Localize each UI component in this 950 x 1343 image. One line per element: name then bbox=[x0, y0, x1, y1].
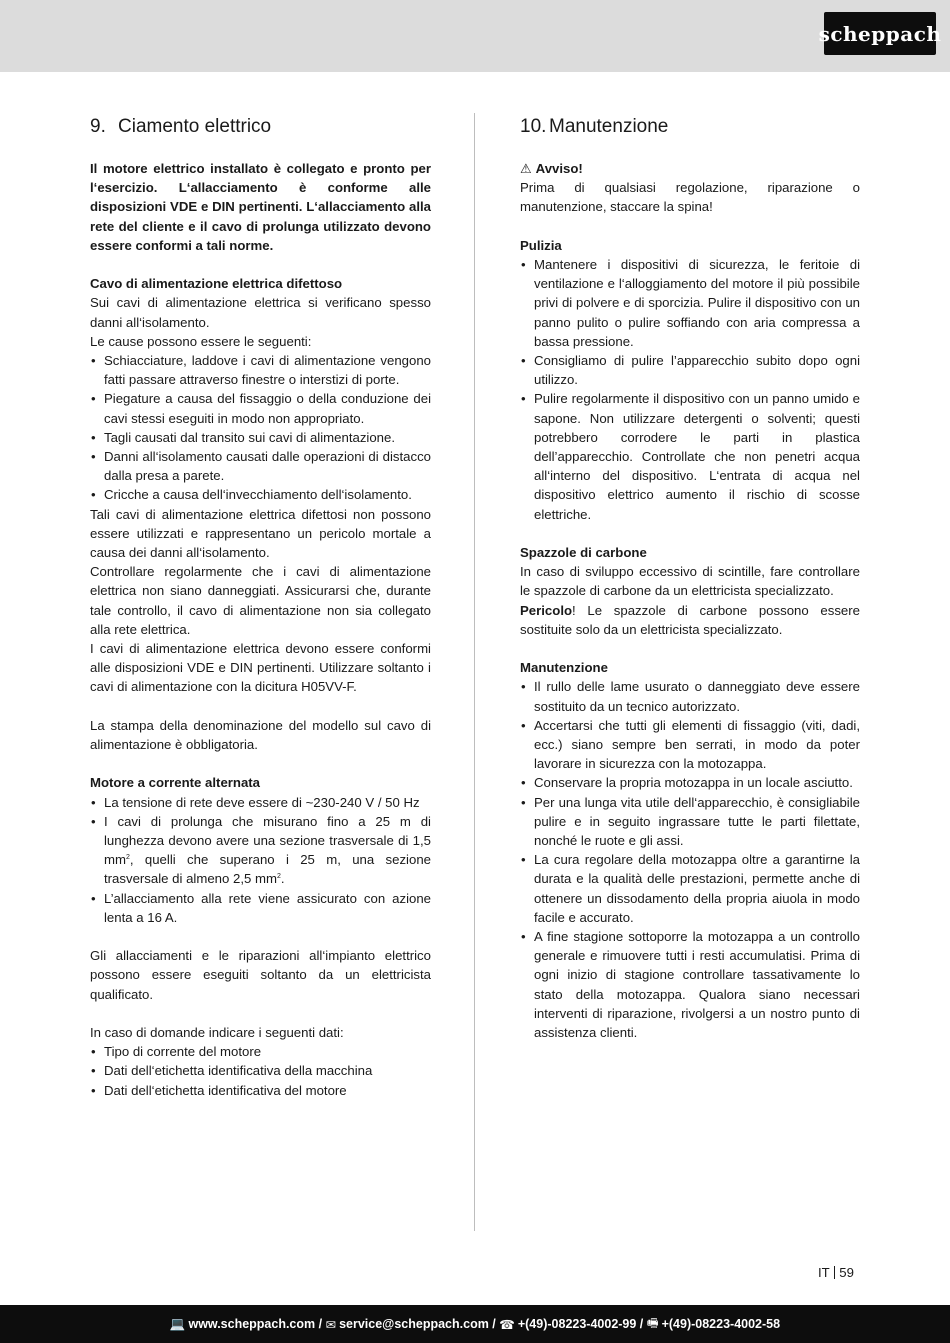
list-item: • Accertarsi che tutti gli elementi di fissaggio (viti, dadi, ecc.) siano sempre ben serrati, in modo da poter lavorare in sicurezza con la motozappa. bbox=[520, 716, 860, 774]
pulizia-list bbox=[520, 255, 860, 524]
list-item: • I cavi di prolunga che misurano fino a 25 m di lunghezza devono avere una sezione trasversale di 1,5 $mm^2$, quelli che superano i 25 m, una sezione trasversale di almeno 2,5 $mm^2$. bbox=[90, 812, 431, 889]
warning-title: ⚠ Avviso! bbox=[520, 159, 860, 178]
list-item: • Tipo di corrente del motore bbox=[90, 1042, 431, 1061]
heading-title: Manutenzione bbox=[549, 116, 669, 137]
list-item: • Per una lunga vita utile dell‘apparecchio, è consigliabile pulire e in seguito ingrassare tutte le parti filettate, nonché le ruote e gli assi. bbox=[520, 793, 860, 851]
heading-number: 10. bbox=[520, 116, 547, 137]
paragraph: Le cause possono essere le seguenti: bbox=[90, 333, 312, 349]
page-number: IT 59 bbox=[818, 1265, 854, 1280]
motore-list bbox=[90, 793, 431, 927]
list-item: • Consigliamo di pulire l’apparecchio subito dopo ogni utilizzo. bbox=[520, 351, 860, 389]
paragraph: Tali cavi di alimentazione elettrica difettosi non possono essere utilizzati e rappresentano un pericolo mortale a causa dei danni all‘isolamento. bbox=[90, 506, 431, 561]
left-column bbox=[90, 114, 431, 1100]
paragraph: In caso di sviluppo eccessivo di scintille, fare controllare le spazzole di carbone da un elettricista specializzato. bbox=[520, 564, 860, 599]
footer-bar bbox=[0, 1305, 950, 1343]
paragraph: La stampa della denominazione del modello sul cavo di alimentazione è obbligatoria. bbox=[90, 717, 431, 753]
section-heading-electric bbox=[90, 114, 431, 140]
list-item: • Mantenere i dispositivi di sicurezza, le feritoie di ventilazione e l‘alloggiamento del motore il più possibile privi di polvere e di sporcizia. Pulire il dispositivo con un panno pulito o pulire soffiando con aria compressa a bassa pressione. bbox=[520, 255, 860, 351]
warning-text: Prima di qualsiasi regolazione, riparazione o manutenzione, staccare la spina! bbox=[520, 180, 860, 215]
cavo-list bbox=[90, 351, 431, 505]
fax-icon: 🖷 bbox=[646, 1315, 659, 1330]
phone-icon: ☎ bbox=[499, 1317, 515, 1332]
subheading-manutenzione: Manutenzione bbox=[520, 660, 608, 676]
paragraph: I cavi di alimentazione elettrica devono essere conformi alle disposizioni VDE e DIN pertinenti. Utilizzare soltanto i cavi di alimentazione con la dicitura H05VV-F. bbox=[90, 641, 431, 695]
list-item: • Conservare la propria motozappa in un locale asciutto. bbox=[520, 773, 860, 792]
list-item: • Cricche a causa dell‘invecchiamento dell‘isolamento. bbox=[90, 485, 431, 504]
footer-phone: +(49)-08223-4002-99 / bbox=[517, 1317, 644, 1331]
list-item: • A fine stagione sottoporre la motozappa a un controllo generale e rimuovere tutti i resti accumulatisi. Prima di ogni inizio di stagione controllare tassativamente lo stato della motozappa. Qualora siano necessari interventi di riparazione, rivolgersi a un nostro punto di assistenza clienti. bbox=[520, 927, 860, 1042]
paragraph: In caso di domande indicare i seguenti dati: bbox=[90, 1025, 344, 1041]
list-item: • Pulire regolarmente il dispositivo con un panno umido e sapone. Non utilizzare detergenti o solventi; questi potrebbero corrodere le parti in plastica dell’apparecchio. Controllate che non penetri acqua all‘interno del dispositivo. L‘entrata di acqua nel dispositivo elettrico aumento il rischio di scosse elettriche. bbox=[520, 389, 860, 523]
laptop-icon: 💻 bbox=[169, 1316, 186, 1331]
paragraph: Controllare regolarmente che i cavi di alimentazione elettrica non siano danneggiati. Assicurarsi che, durante tale controllo, il cavo di alimentazione non sia collegato alla rete elettrica. bbox=[90, 564, 431, 637]
pericolo-paragraph: Pericolo! Le spazzole di carbone possono essere sostituite solo da un elettricista specializzato. bbox=[520, 602, 860, 637]
subheading-spazzole: Spazzole di carbone bbox=[520, 545, 647, 561]
subheading-motore: Motore a corrente alternata bbox=[90, 775, 261, 791]
header-bar bbox=[0, 0, 950, 72]
subheading-pulizia: Pulizia bbox=[520, 237, 562, 253]
list-item: • Schiacciature, laddove i cavi di alimentazione vengono fatti passare attraverso finestre o interstizi di porte. bbox=[90, 351, 431, 389]
column-divider bbox=[474, 113, 475, 1231]
list-item: • La cura regolare della motozappa oltre a garantirne la durata e la qualità delle prestazioni, permette anche di ottenere un dissodamento della propria aiuola in modo facile e accurato. bbox=[520, 850, 860, 927]
list-item: • Tagli causati dal transito sui cavi di alimentazione. bbox=[90, 428, 431, 447]
warning-triangle-icon: ⚠ bbox=[520, 161, 532, 176]
footer-mail-link[interactable]: service@scheppach.com / bbox=[339, 1317, 496, 1331]
paragraph: Gli allacciamenti e le riparazioni all‘impianto elettrico possono essere eseguiti soltanto da un elettricista qualificato. bbox=[90, 948, 431, 1002]
heading-number: 9. bbox=[90, 116, 106, 137]
list-item: • L’allacciamento alla rete viene assicurato con azione lenta a 16 A. bbox=[90, 889, 431, 927]
footer-web-link[interactable]: www.scheppach.com / bbox=[188, 1317, 323, 1331]
list-item: • Il rullo delle lame usurato o danneggiato deve essere sostituito da un tecnico autorizzato. bbox=[520, 677, 860, 715]
list-item: • Danni all‘isolamento causati dalle operazioni di distacco dalla presa a parete. bbox=[90, 447, 431, 485]
list-item: • Dati dell‘etichetta identificativa del motore bbox=[90, 1081, 431, 1100]
intro-paragraph: Il motore elettrico installato è collegato e pronto per l‘esercizio. L‘allacciamento è conforme alle disposizioni VDE e DIN pertinenti. L‘allacciamento alla rete del cliente e il cavo di prolunga utilizzato devono essere conformi a tali norme. bbox=[90, 161, 431, 253]
heading-title: Ciamento elettrico bbox=[118, 116, 272, 137]
subheading-cavo: Cavo di alimentazione elettrica difettoso bbox=[90, 276, 343, 292]
right-column bbox=[520, 114, 860, 1042]
section-heading-maintenance bbox=[520, 114, 860, 140]
footer-fax: +(49)-08223-4002-58 bbox=[661, 1317, 781, 1331]
domande-list bbox=[90, 1042, 431, 1100]
mail-icon: ✉ bbox=[325, 1317, 337, 1332]
list-item: • Piegature a causa del fissaggio o della conduzione dei cavi stessi eseguiti in modo non appropriato. bbox=[90, 389, 431, 427]
manutenzione-list bbox=[520, 677, 860, 1042]
paragraph: Sui cavi di alimentazione elettrica si verificano spesso danni all‘isolamento. bbox=[90, 295, 431, 330]
list-item: • Dati dell‘etichetta identificativa della macchina bbox=[90, 1061, 431, 1080]
list-item: • La tensione di rete deve essere di ~230-240 V / 50 Hz bbox=[90, 793, 431, 812]
scheppach-logo: scheppach bbox=[824, 12, 936, 55]
